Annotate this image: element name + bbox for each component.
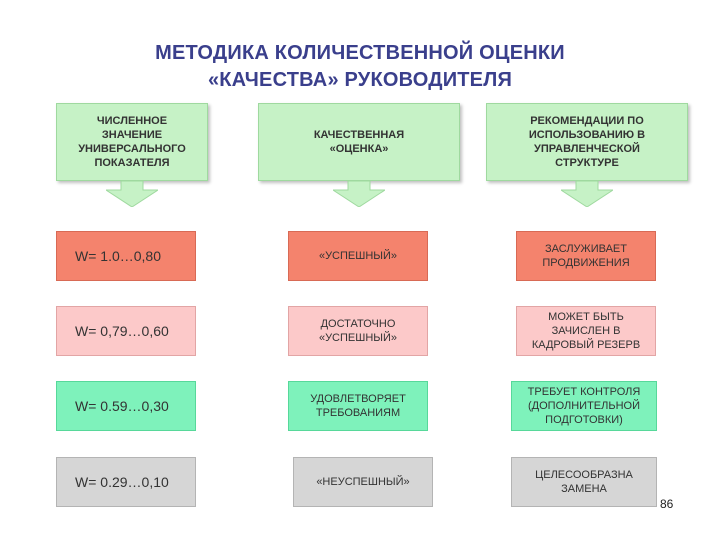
assessment-3: УДОВЛЕТВОРЯЕТ ТРЕБОВАНИЯМ [288,381,428,431]
assessment-1: «УСПЕШНЫЙ» [288,231,428,281]
title-line-1: МЕТОДИКА КОЛИЧЕСТВЕННОЙ ОЦЕНКИ [155,42,565,64]
value-range-3: W= 0.59…0,30 [56,381,196,431]
header-recommendations: РЕКОМЕНДАЦИИ ПО ИСПОЛЬЗОВАНИЮ В УПРАВЛЕНЧЕСКОЙ СТРУКТУРЕ [486,103,688,181]
recommendation-2: МОЖЕТ БЫТЬ ЗАЧИСЛЕН В КАДРОВЫЙ РЕЗЕРВ [516,306,656,356]
value-range-1: W= 1.0…0,80 [56,231,196,281]
assessment-2: ДОСТАТОЧНО «УСПЕШНЫЙ» [288,306,428,356]
title-line-2: «КАЧЕСТВА» РУКОВОДИТЕЛЯ [207,69,513,91]
header-numeric-value: ЧИСЛЕННОЕ ЗНАЧЕНИЕ УНИВЕРСАЛЬНОГО ПОКАЗАТЕЛЯ [56,103,208,181]
recommendation-1: ЗАСЛУЖИВАЕТ ПРОДВИЖЕНИЯ [516,231,656,281]
page-title [0,40,720,94]
down-arrow-icon [561,181,613,207]
recommendation-3: ТРЕБУЕТ КОНТРОЛЯ (ДОПОЛНИТЕЛЬНОЙ ПОДГОТОВКИ) [511,381,657,431]
recommendation-4: ЦЕЛЕСООБРАЗНА ЗАМЕНА [511,457,657,507]
value-range-4: W= 0.29…0,10 [56,457,196,507]
assessment-4: «НЕУСПЕШНЫЙ» [293,457,433,507]
header-qualitative-assessment: КАЧЕСТВЕННАЯ «ОЦЕНКА» [258,103,460,181]
page-number: 86 [660,497,674,511]
down-arrow-icon [106,181,158,207]
value-range-2: W= 0,79…0,60 [56,306,196,356]
down-arrow-icon [333,181,385,207]
